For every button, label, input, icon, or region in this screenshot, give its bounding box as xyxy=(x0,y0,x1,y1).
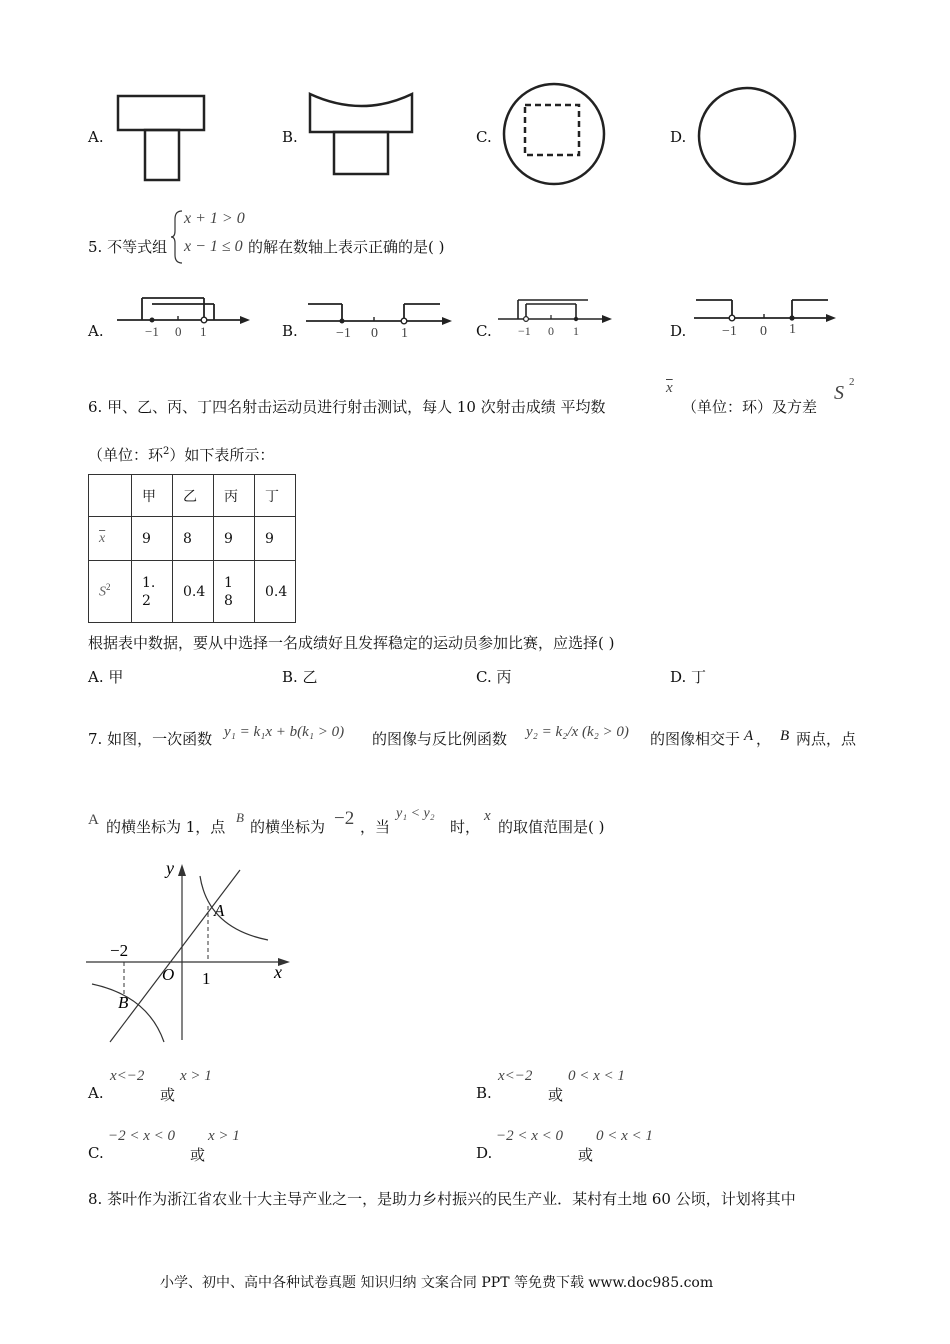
q5-prefix: 5. 不等式组 xyxy=(88,238,168,256)
q6-line1a: 6. 甲、乙、丙、丁四名射击运动员进行射击测试，每人 10 次射击成绩 平均数 xyxy=(88,398,606,416)
y-axis-arrow xyxy=(178,864,186,876)
q4-option-b-label: B. xyxy=(282,128,298,146)
q5-a-tick-neg1: −1 xyxy=(145,324,159,339)
q7-option-b-m1: x<−2 xyxy=(498,1068,533,1084)
q7-option-d-label: D. xyxy=(476,1144,493,1162)
graph-neg2-label: −2 xyxy=(110,941,129,960)
q7-option-b-or: 或 xyxy=(548,1086,564,1104)
q7-p1: 7. 如图，一次函数 xyxy=(88,730,213,748)
q7-point-b: B xyxy=(780,728,790,744)
q5-stem xyxy=(88,236,167,257)
q5-option-c-numberline xyxy=(496,294,616,334)
table-cell: 1. 2 xyxy=(132,561,173,623)
q5-d-tick-0: 0 xyxy=(760,324,767,339)
table-cell: 8 xyxy=(173,517,214,561)
q7-f2: y₂ = k₂/x (k₂ > 0) xyxy=(526,724,629,740)
graph-point-a-label: A xyxy=(214,901,225,920)
q7-option-d-or: 或 xyxy=(578,1146,594,1164)
q7-option-a-label: A. xyxy=(88,1084,104,1102)
q7-l2-h: 时， xyxy=(450,818,481,836)
q7-p3: 的图像相交于 xyxy=(650,730,741,748)
q5-option-a-label: A. xyxy=(88,322,104,340)
q5-option-a-numberline xyxy=(112,292,252,342)
table-cell: 9 xyxy=(255,517,296,561)
line-y1 xyxy=(110,870,240,1042)
q4-option-d-label: D. xyxy=(670,128,687,146)
q7-option-a-m1: x<−2 xyxy=(110,1068,145,1084)
q6-score-table xyxy=(88,474,296,623)
q6-var-symbol: S xyxy=(834,382,844,404)
q7-option-d-m1: −2 < x < 0 xyxy=(496,1128,564,1144)
graph-origin-label: O xyxy=(162,965,175,984)
q4-option-a-label: A. xyxy=(88,128,104,146)
q7-l2-e: −2 xyxy=(334,808,355,829)
q7-l2-b: 的横坐标为 1，点 xyxy=(106,818,226,836)
q7-l2-g: y₁ < y₂ xyxy=(396,806,435,821)
q7-l2-i: x xyxy=(484,808,491,824)
q5-brace xyxy=(170,209,184,265)
q7-option-c-or: 或 xyxy=(190,1146,206,1164)
q7-f1: y₁ = k₁x + b(k₁ > 0) xyxy=(224,724,345,740)
table-row xyxy=(89,517,296,561)
table-cell: 0.4 xyxy=(173,561,214,623)
q5-option-d-label: D. xyxy=(670,322,687,340)
q5-a-tick-1: 1 xyxy=(200,324,207,339)
table-header-cell: 丙 xyxy=(214,475,255,517)
q8-text: 8. 茶叶作为浙江省农业十大主导产业之一，是助力乡村振兴的民生产业．某村有土地 60 公顷，计划将其中 xyxy=(88,1190,796,1208)
q7-graph xyxy=(84,856,296,1046)
table-header-cell: 丁 xyxy=(255,475,296,517)
q5-b-tick-0: 0 xyxy=(371,326,378,341)
q6-option-b: B. 乙 xyxy=(282,668,318,686)
q6-line2-text: （单位：环 xyxy=(88,446,164,464)
table-header-cell xyxy=(89,475,132,517)
q6-line2 xyxy=(88,444,274,465)
graph-x-label: x xyxy=(274,962,282,982)
table-row xyxy=(89,561,296,623)
q7-option-c-m2: x > 1 xyxy=(208,1128,240,1144)
q5-c-tick-1: 1 xyxy=(573,324,579,338)
table-row-label: $\overline{x}$ xyxy=(89,517,132,561)
table-cell: 1 8 xyxy=(214,561,255,623)
q7-option-a-m2: x > 1 xyxy=(180,1068,212,1084)
q7-p2: 的图像与反比例函数 xyxy=(372,730,508,748)
q7-l2-f: ，当 xyxy=(360,818,391,836)
table-cell: 9 xyxy=(132,517,173,561)
q7-option-c-label: C. xyxy=(88,1144,104,1162)
graph-y-label: y xyxy=(166,858,174,878)
page-footer: 小学、初中、高中各种试卷真题 知识归纳 文案合同 PPT 等免费下载 www.doc985.com xyxy=(160,1275,714,1291)
q5-d-tick-neg1: −1 xyxy=(722,324,737,339)
graph-one-label: 1 xyxy=(202,969,211,988)
q6-mean-symbol: $\overline{x}$ xyxy=(666,380,673,396)
q6-question: 根据表中数据，要从中选择一名成绩好且发挥稳定的运动员参加比赛，应选择( ) xyxy=(88,634,615,652)
table-cell: 0.4 xyxy=(255,561,296,623)
table-row-label xyxy=(89,561,132,623)
graph-point-b-label: B xyxy=(118,993,129,1012)
q4-option-b-figure xyxy=(306,88,418,186)
q7-l2-c: B xyxy=(236,810,244,825)
q7-point-a: A xyxy=(744,728,754,744)
q5-c-tick-neg1: −1 xyxy=(518,324,531,338)
q7-option-a-or: 或 xyxy=(160,1086,176,1104)
q5-a-tick-0: 0 xyxy=(175,324,182,339)
q5-option-c-label: C. xyxy=(476,322,492,340)
q4-option-a-figure xyxy=(112,90,212,185)
q4-option-c-figure xyxy=(498,78,610,190)
q5-option-b-label: B. xyxy=(282,322,298,340)
table-header-cell: 甲 xyxy=(132,475,173,517)
q6-option-d: D. 丁 xyxy=(670,668,707,686)
variance-symbol: S xyxy=(99,584,106,600)
variance-sup: 2 xyxy=(106,582,111,593)
q7-l2-j: 的取值范围是( ) xyxy=(498,818,605,836)
q7-p5: 两点，点 xyxy=(796,730,857,748)
q7-p4: ， xyxy=(756,730,772,748)
q6-line2-sup: 2 xyxy=(163,446,170,457)
q5-suffix: 的解在数轴上表示正确的是( ) xyxy=(248,238,445,256)
q5-d-tick-1: 1 xyxy=(789,322,796,337)
q5-c-tick-0: 0 xyxy=(548,324,554,338)
hyperbola-branch-1 xyxy=(200,876,268,940)
q7-option-b-m2: 0 < x < 1 xyxy=(568,1068,625,1084)
q4-option-d-figure xyxy=(694,80,802,188)
q7-l2-d: 的横坐标为 xyxy=(250,818,326,836)
q5-system-line1: x + 1 > 0 xyxy=(184,210,245,227)
q4-option-c-label: C. xyxy=(476,128,492,146)
q7-option-c-m1: −2 < x < 0 xyxy=(108,1128,176,1144)
q6-line1b: （单位：环）及方差 xyxy=(682,398,818,416)
q7-l2-a: A xyxy=(88,812,99,828)
q5-system-line2: x − 1 ≤ 0 xyxy=(184,238,243,255)
q7-option-d-m2: 0 < x < 1 xyxy=(596,1128,653,1144)
q5-b-tick-1: 1 xyxy=(401,326,408,341)
table-header-row xyxy=(89,475,296,517)
table-header-cell: 乙 xyxy=(173,475,214,517)
q5-b-tick-neg1: −1 xyxy=(336,326,351,341)
q6-option-a: A. 甲 xyxy=(88,668,124,686)
q7-option-b-label: B. xyxy=(476,1084,492,1102)
q6-var-sup: 2 xyxy=(849,376,855,388)
q6-line2-text-b: ）如下表所示： xyxy=(169,446,275,464)
table-cell: 9 xyxy=(214,517,255,561)
q5-option-b-numberline xyxy=(304,294,456,344)
q6-option-c: C. 丙 xyxy=(476,668,512,686)
